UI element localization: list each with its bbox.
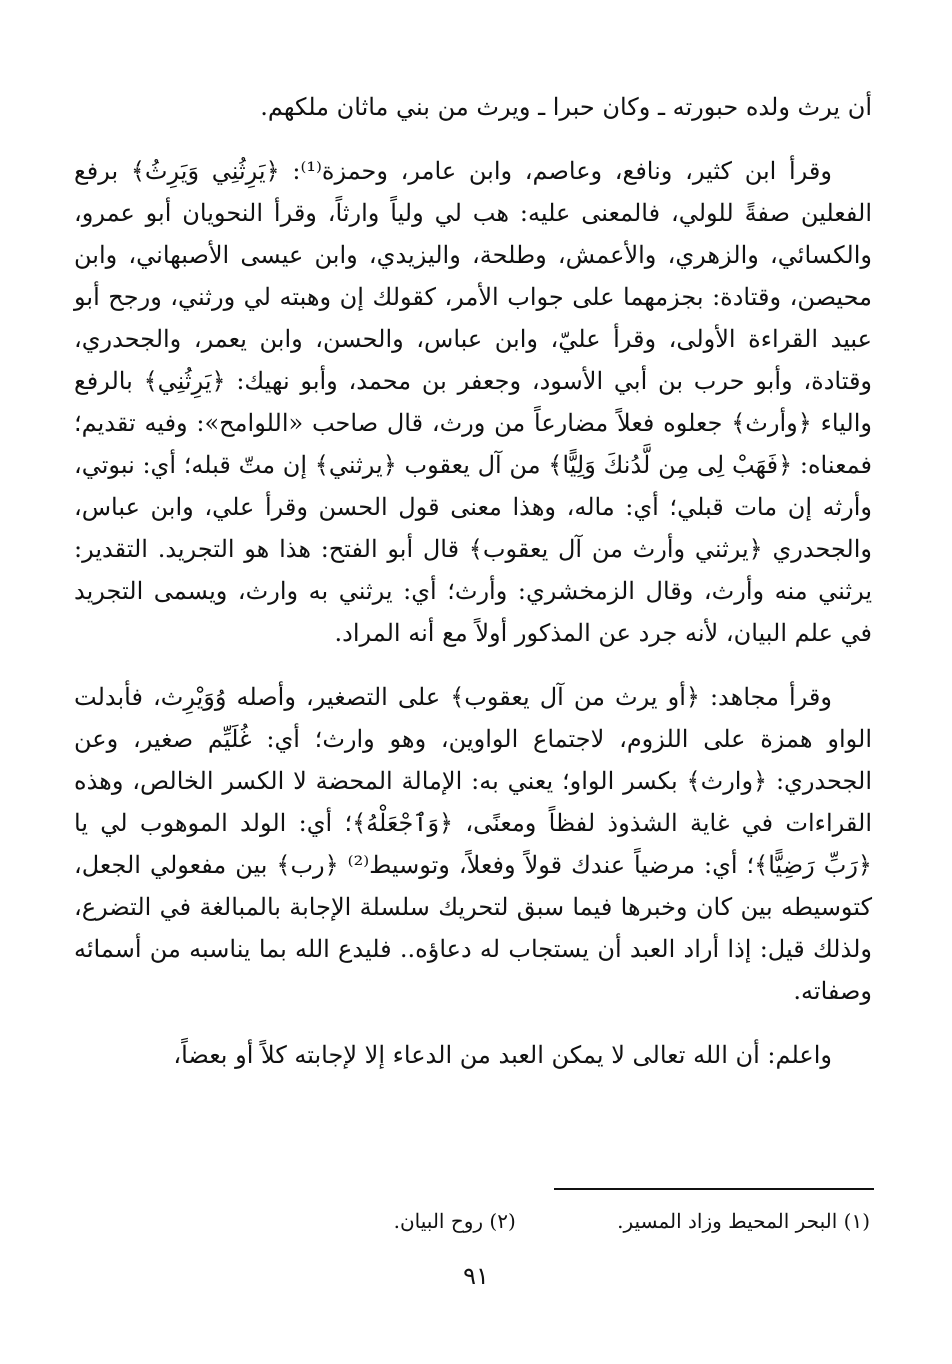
paragraph-mujahid: وقرأ مجاهد: ﴿أو يرث من آل يعقوب﴾ على التصغير، وأصله وُوَيْرِث، فأبدلت الواو همزة على اللزوم، لاجتماع الواوين، وهو وارث؛ أي: غُلَيِّم صغير، وعن الجحدري: ﴿وارث﴾ بكسر الواو؛ يعني به: الإمالة المحضة لا الكسر الخالص، وهذه القراءات في غاية الشذوذ لفظاً ومعنًى، ﴿وَٱجْعَلْهُ﴾؛ أي: الولد الموهوب لي يا ﴿رَبِّ رَضِيًّا﴾؛ أي: مرضياً عندك قولاً وفعلاً، وتوسيط⁽²⁾ ﴿رب﴾ بين مفعولي الجعل، كتوسيطه بين كان وخبرها فيما سبق لتحريك سلسلة الإجابة بالمبالغة في التضرع، ولذلك قيل: إذا أراد العبد أن يستجاب له دعاؤه.. فليدع الله بما يناسبه من أسمائه وصفاته. bbox=[74, 683, 872, 1005]
footnote-divider bbox=[554, 1188, 874, 1190]
footnotes bbox=[90, 1206, 870, 1236]
body-text bbox=[74, 86, 872, 1076]
footnote-2: (٢) روح البيان. bbox=[393, 1209, 516, 1233]
paragraph-readings: وقرأ ابن كثير، ونافع، وعاصم، وابن عامر، وحمزة⁽¹⁾: ﴿يَرِثُنِي وَيَرِثُ﴾ برفع الفعلين صفةً للولي، فالمعنى عليه: هب لي ولياً وارثاً، وقرأ النحويان أبو عمرو، والكسائي، والزهري، والأعمش، وطلحة، واليزيدي، وابن عيسى الأصبهاني، وابن محيصن، وقتادة: بجزمهما على جواب الأمر، كقولك إن وهبته لي ورثني، ورجح أبو عبيد القراءة الأولى، وقرأ عليّ، وابن عباس، والحسن، وابن يعمر، والجحدري، وقتادة، وأبو حرب بن أبي الأسود، وجعفر بن محمد، وأبو نهيك: ﴿يَرِثُنِي﴾ بالرفع والياء ﴿وأرث﴾ جعلوه فعلاً مضارعاً من ورث، قال صاحب «اللوامح»: وفيه تقديم؛ فمعناه: ﴿فَهَبْ لِى مِن لَّدُنكَ وَلِيًّا﴾ من آل يعقوب ﴿يرثني﴾ إن متّ قبله؛ أي: نبوتي، وأرثه إن مات قبلي؛ أي: ماله، وهذا معنى قول الحسن وقرأ علي، وابن عباس، والجحدري ﴿يرثني وأرث من آل يعقوب﴾ قال أبو الفتح: هذا هو التجريد. التقدير: يرثني منه وأرث، وقال الزمخشري: وأرث؛ أي: يرثني به وارث، ويسمى التجريد في علم البيان، لأنه جرد عن المذكور أولاً مع أنه المراد. bbox=[74, 157, 873, 647]
page-number: ٩١ bbox=[463, 1262, 489, 1290]
paragraph-final: واعلم: أن الله تعالى لا يمكن العبد من الدعاء إلا لإجابته كلاً أو بعضاً، bbox=[173, 1041, 832, 1069]
paragraph-continuation: أن يرث ولده حبورته ـ وكان حبرا ـ ويرث من بني ماثان ملكهم. bbox=[260, 93, 872, 121]
footnote-1: (١) البحر المحيط وزاد المسير. bbox=[617, 1209, 870, 1233]
